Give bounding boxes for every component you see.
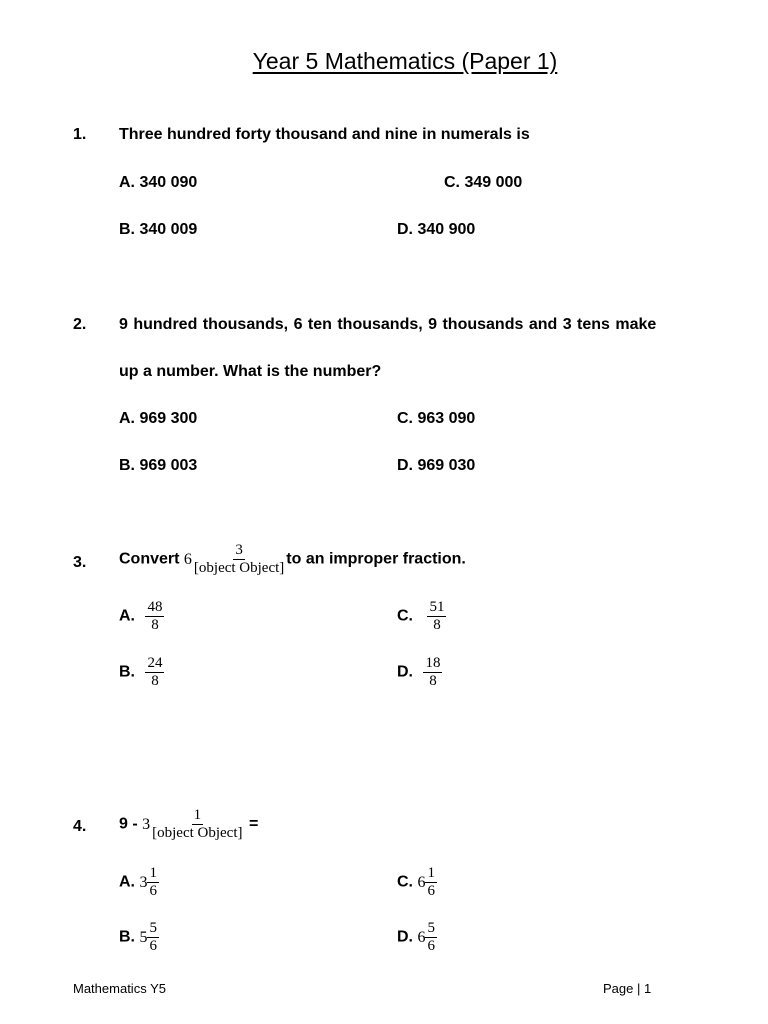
- denominator: 8: [429, 673, 437, 689]
- option-label: B.: [119, 663, 135, 681]
- mixed-number: [142, 808, 244, 841]
- option-d: [397, 921, 437, 954]
- option-a: [119, 866, 159, 899]
- question-text-pre: Convert: [119, 550, 180, 568]
- option-label: D.: [397, 663, 413, 681]
- option-label: B.: [119, 928, 135, 946]
- question-text-line-1: 9 hundred thousands, 6 ten thousands, 9 thousands and 3 tens make: [119, 316, 657, 333]
- question-text-line-2: up a number. What is the number?: [119, 363, 382, 380]
- option-label: A.: [119, 607, 135, 625]
- question-number: 1.: [73, 126, 87, 143]
- option-b: [119, 921, 159, 954]
- option-a: A. 969 300: [119, 410, 198, 427]
- option-d: D. 969 030: [397, 457, 476, 474]
- fraction: [425, 921, 437, 954]
- option-d: D. 340 900: [397, 221, 476, 238]
- option-a: [119, 600, 164, 633]
- option-a: A. 340 090: [119, 174, 198, 191]
- numerator: 3: [235, 542, 243, 558]
- option-c: C. 963 090: [397, 410, 476, 427]
- question-number: 4.: [73, 818, 87, 835]
- denominator: 8: [151, 673, 159, 689]
- fraction: [147, 921, 159, 954]
- footer-page-number: Page | 1: [603, 981, 652, 996]
- numerator: 48: [147, 599, 163, 615]
- fraction: [147, 866, 159, 899]
- mixed-number: [417, 921, 437, 954]
- question-text: [119, 808, 258, 841]
- fraction: [192, 543, 286, 576]
- mixed-number: [139, 921, 159, 954]
- whole-part: 6: [417, 928, 426, 946]
- denominator: 6: [149, 938, 157, 954]
- fraction: [425, 866, 437, 899]
- question-text-pre: 9 -: [119, 815, 138, 833]
- option-label: C.: [397, 607, 413, 625]
- footer-left: Mathematics Y5: [73, 981, 166, 996]
- numerator: 18: [425, 655, 441, 671]
- denominator: 6: [427, 938, 435, 954]
- numerator: 24: [147, 655, 163, 671]
- fraction: [423, 656, 442, 689]
- option-c: [397, 600, 446, 633]
- option-b: B. 969 003: [119, 457, 198, 474]
- fraction: [150, 808, 244, 841]
- mixed-number: [417, 866, 437, 899]
- numerator: 5: [149, 920, 157, 936]
- question-text-post: to an improper fraction.: [286, 550, 466, 568]
- numerator: 1: [427, 865, 435, 881]
- page-title: Year 5 Mathematics (Paper 1): [252, 48, 558, 74]
- fraction: [145, 656, 164, 689]
- option-label: C.: [397, 873, 413, 891]
- fraction: [145, 600, 164, 633]
- question-text-post: =: [248, 815, 259, 833]
- denominator: 6: [149, 883, 157, 899]
- option-d: [397, 656, 442, 689]
- whole-part: 6: [183, 550, 192, 568]
- option-label: D.: [397, 928, 413, 946]
- whole-part: 3: [142, 815, 151, 833]
- option-b: [119, 656, 164, 689]
- mixed-number: [139, 866, 159, 899]
- question-number: 3.: [73, 554, 87, 571]
- denominator: 6: [427, 883, 435, 899]
- numerator: 1: [193, 807, 202, 823]
- numerator: 1: [149, 865, 157, 881]
- denominator: 8: [433, 617, 441, 633]
- option-c: [397, 866, 437, 899]
- option-c: C. 349 000: [444, 174, 523, 191]
- whole-part: 6: [417, 873, 426, 891]
- option-b: B. 340 009: [119, 221, 198, 238]
- question-text: Three hundred forty thousand and nine in numerals is: [119, 126, 530, 143]
- denominator: 8: [151, 617, 159, 633]
- whole-part: 5: [139, 928, 148, 946]
- denominator: [object Object]: [152, 825, 243, 841]
- numerator: 51: [429, 599, 445, 615]
- option-label: A.: [119, 873, 135, 891]
- numerator: 5: [427, 920, 435, 936]
- question-number: 2.: [73, 316, 87, 333]
- denominator: [object Object]: [193, 560, 285, 576]
- question-text: [119, 543, 466, 576]
- whole-part: 3: [139, 873, 148, 891]
- mixed-number: [184, 543, 286, 576]
- fraction: [427, 600, 446, 633]
